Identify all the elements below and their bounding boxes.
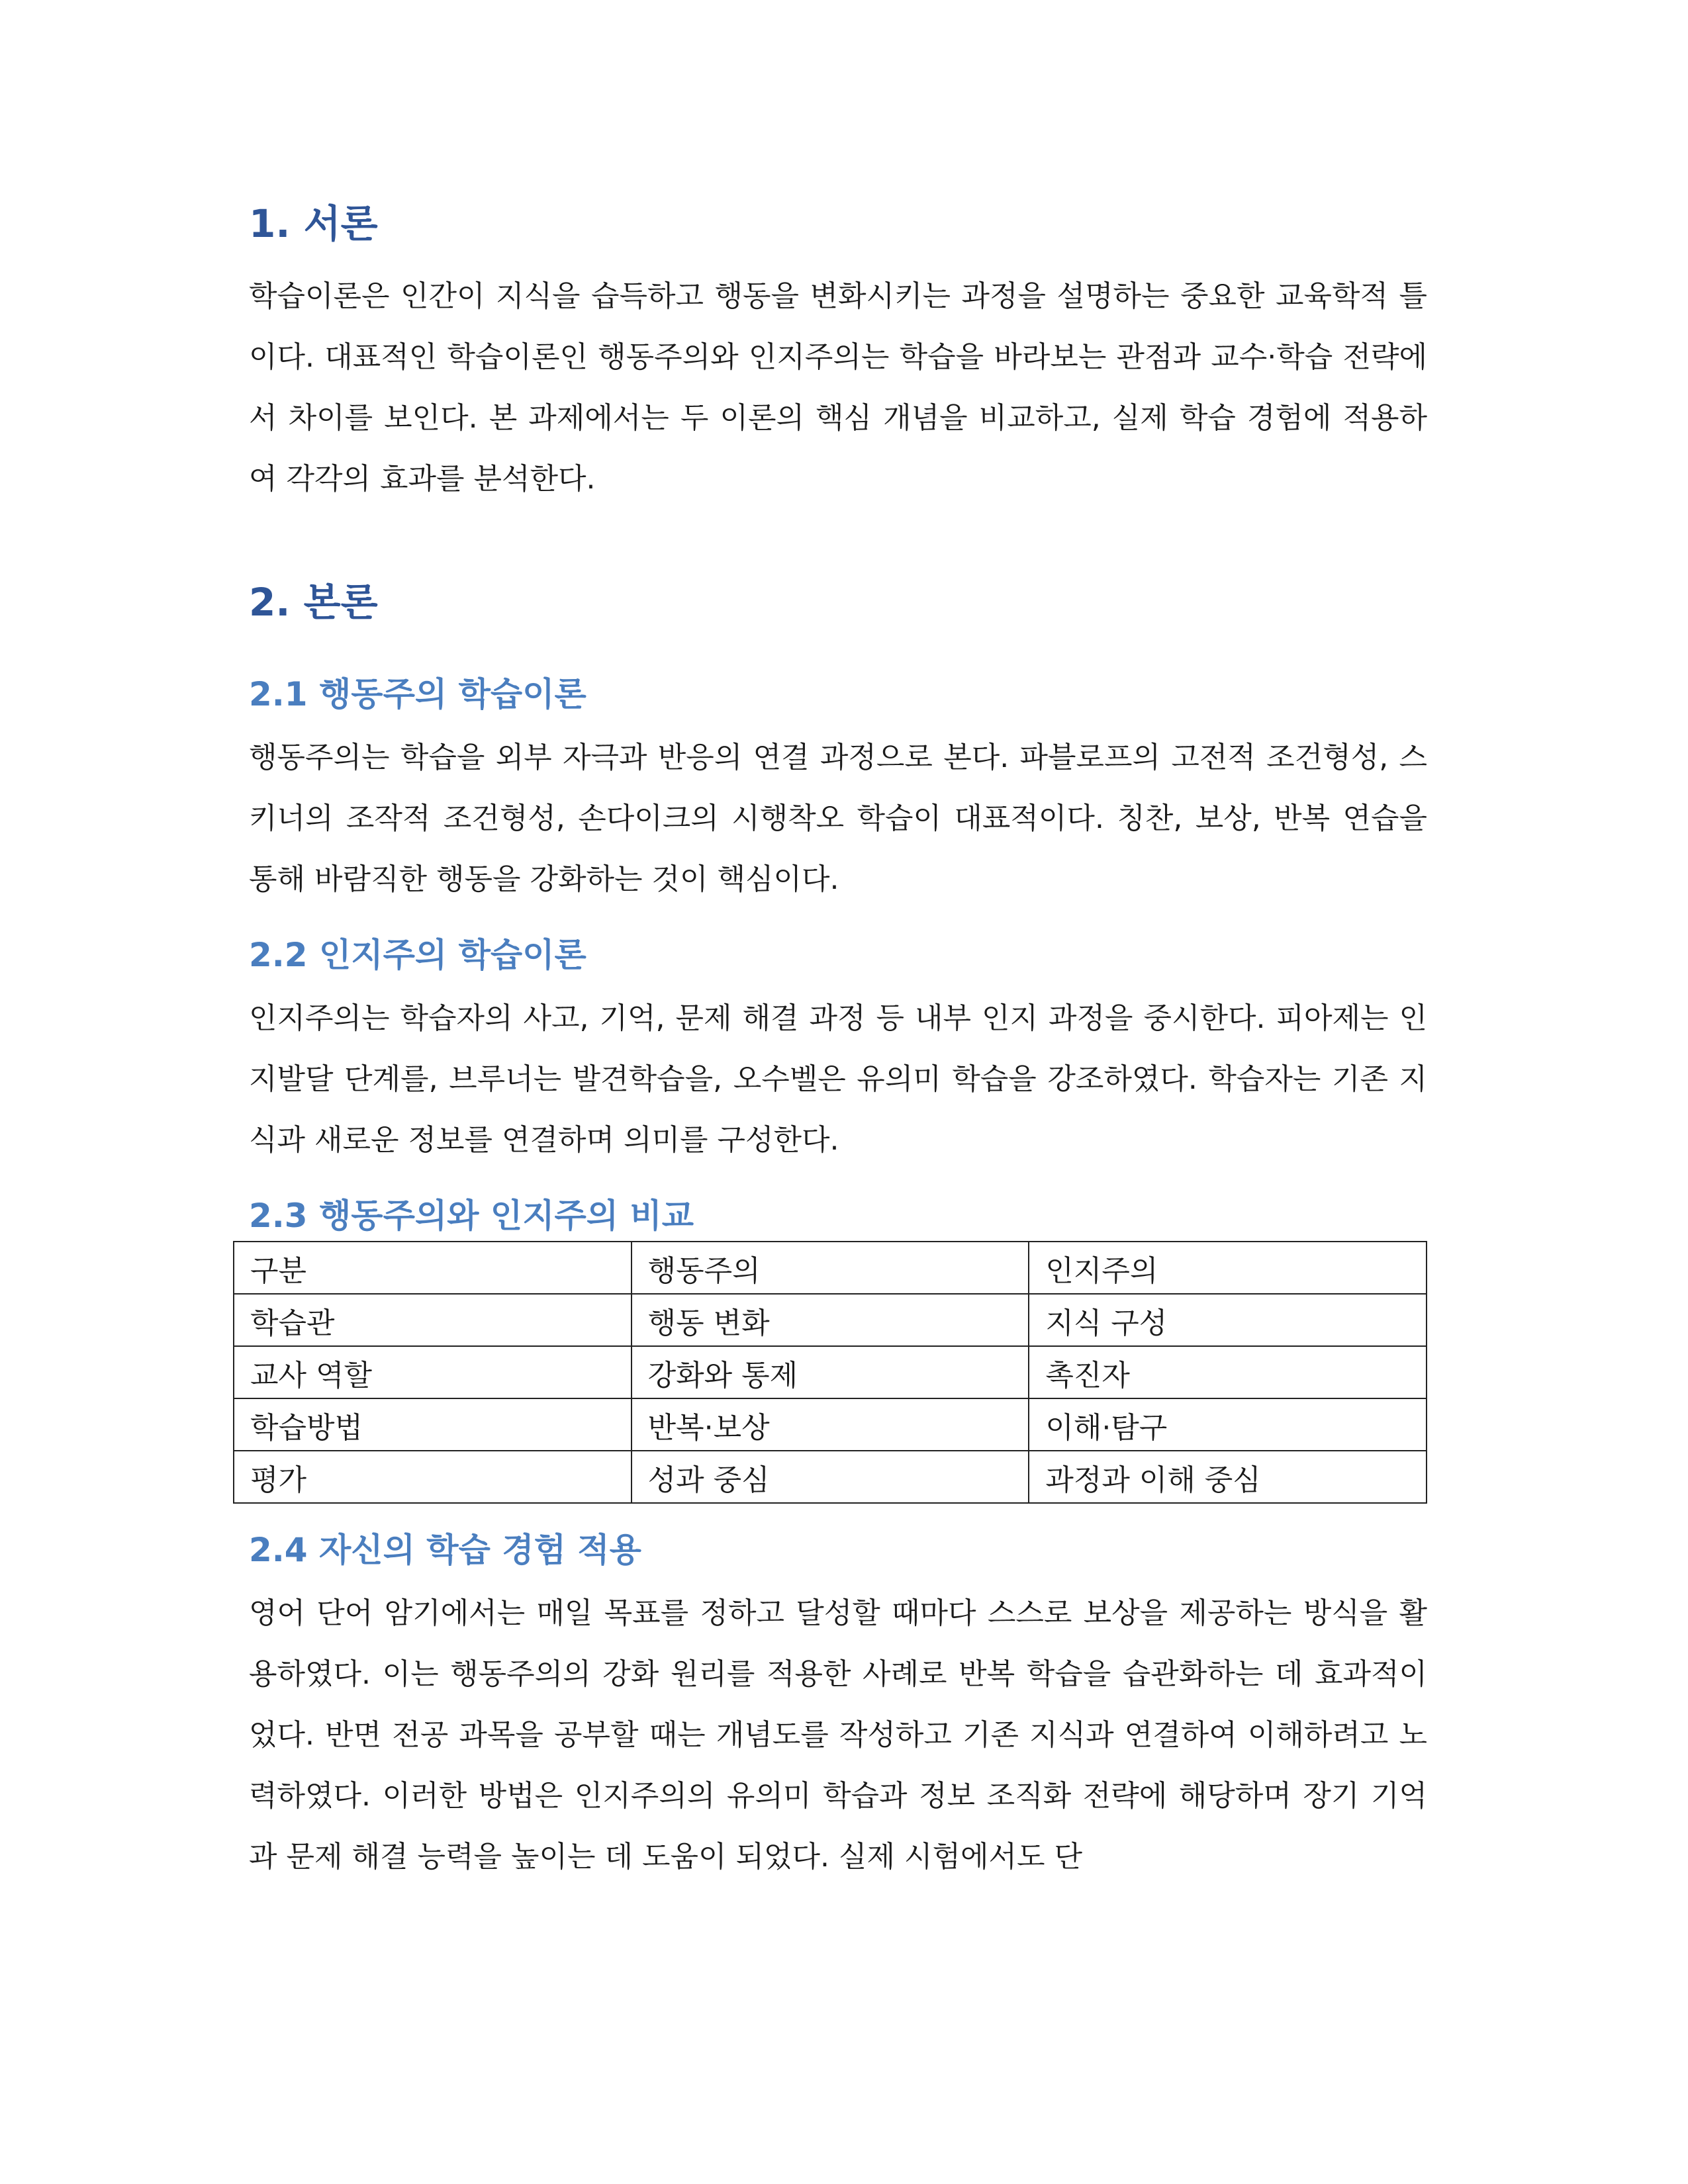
table-cell: 지식 구성 [1029,1294,1427,1346]
table-cell: 인지주의 [1029,1242,1427,1294]
paragraph-cognitivism: 인지주의는 학습자의 사고, 기억, 문제 해결 과정 등 내부 인지 과정을 중시한다. 피아제는 인지발달 단계를, 브루너는 발견학습을, 오수벨은 유의미 학습을 강조하였다. 학습자는 기존 지식과 새로운 정보를 연결하며 의미를 구성한다. [249,1001,1427,1158]
table-cell: 강화와 통제 [632,1346,1029,1398]
table-cell: 이해·탐구 [1029,1398,1427,1451]
table-row [234,1242,1427,1294]
table-row [234,1398,1427,1451]
table-row [234,1451,1427,1503]
table-cell: 학습방법 [234,1398,632,1451]
table-cell: 촉진자 [1029,1346,1427,1398]
table-row [234,1346,1427,1398]
heading-comparison: 2.3 행동주의와 인지주의 비교 [249,1197,694,1236]
heading-application: 2.4 자신의 학습 경험 적용 [249,1531,641,1570]
heading-introduction: 1. 서론 [249,201,378,246]
table-cell: 과정과 이해 중심 [1029,1451,1427,1503]
table-cell: 반복·보상 [632,1398,1029,1451]
paragraph-introduction: 학습이론은 인간이 지식을 습득하고 행동을 변화시키는 과정을 설명하는 중요한 교육학적 틀이다. 대표적인 학습이론인 행동주의와 인지주의는 학습을 바라보는 관점과 교수·학습 전략에서 차이를 보인다. 본 과제에서는 두 이론의 핵심 개념을 비교하고, 실제 학습 경험에 적용하여 각각의 효과를 분석한다. [249,279,1427,496]
paragraph-behaviorism: 행동주의는 학습을 외부 자극과 반응의 연결 과정으로 본다. 파블로프의 고전적 조건형성, 스키너의 조작적 조건형성, 손다이크의 시행착오 학습이 대표적이다. 칭찬, 보상, 반복 연습을 통해 바람직한 행동을 강화하는 것이 핵심이다. [249,741,1427,897]
table-cell: 행동 변화 [632,1294,1029,1346]
paragraph-application: 영어 단어 암기에서는 매일 목표를 정하고 달성할 때마다 스스로 보상을 제공하는 방식을 활용하였다. 이는 행동주의의 강화 원리를 적용한 사례로 반복 학습을 습관화하는 데 효과적이었다. 반면 전공 과목을 공부할 때는 개념도를 작성하고 기존 지식과 연결하여 이해하려고 노력하였다. 이러한 방법은 인지주의의 유의미 학습과 정보 조직화 전략에 해당하며 장기 기억과 문제 해결 능력을 높이는 데 도움이 되었다. 실제 시험에서도 단 [249,1596,1427,1874]
heading-cognitivism: 2.2 인지주의 학습이론 [249,936,586,975]
table-cell: 평가 [234,1451,632,1503]
table-cell: 성과 중심 [632,1451,1029,1503]
heading-main-body: 2. 본론 [249,579,378,625]
table-cell: 교사 역할 [234,1346,632,1398]
table-cell: 행동주의 [632,1242,1029,1294]
heading-behaviorism: 2.1 행동주의 학습이론 [249,675,586,714]
table-cell: 구분 [234,1242,632,1294]
table-cell: 학습관 [234,1294,632,1346]
table-row [234,1294,1427,1346]
document-page [249,199,1440,1888]
comparison-table [233,1241,1427,1504]
